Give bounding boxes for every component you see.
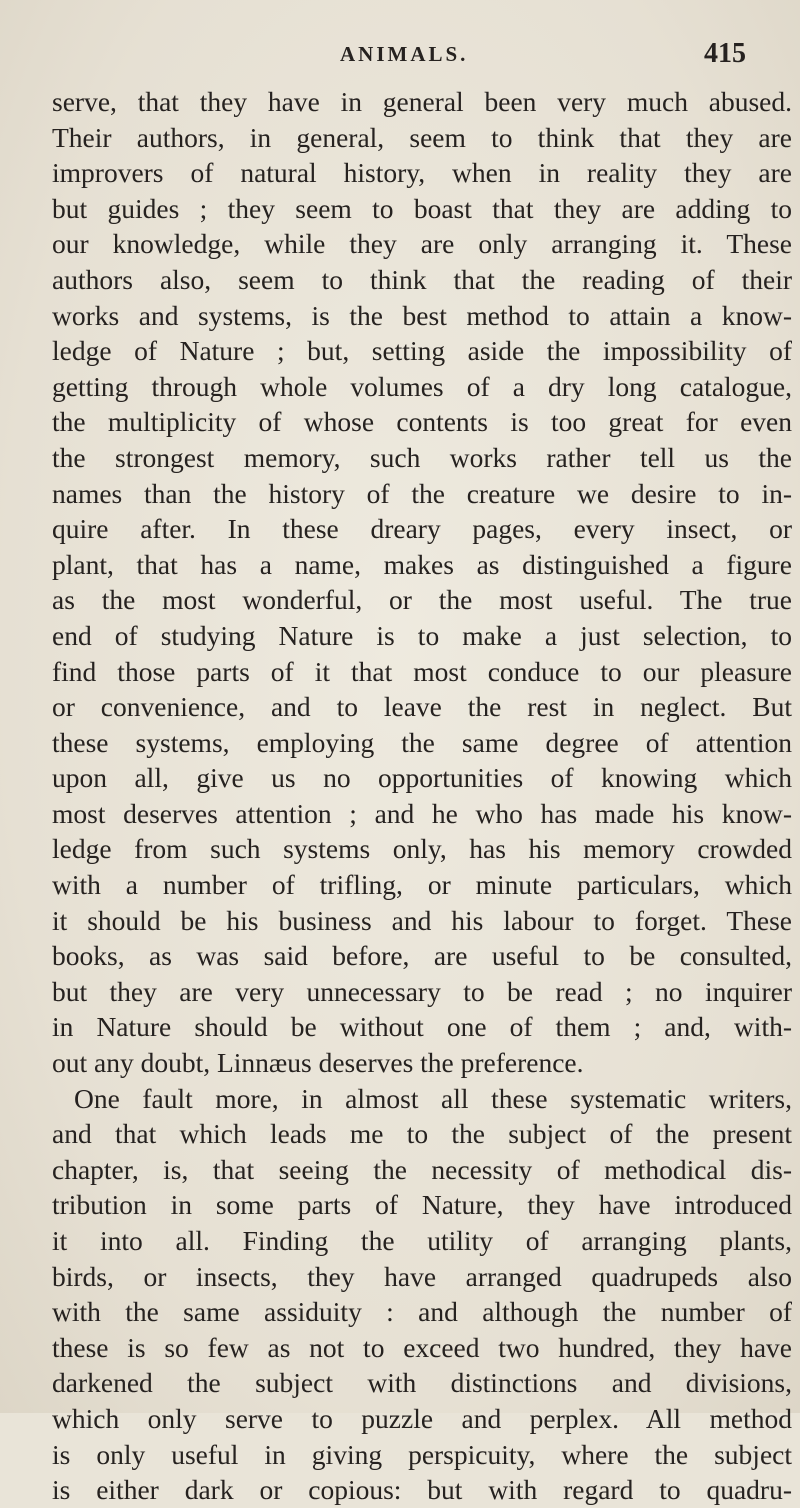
running-title: ANIMALS. <box>340 42 469 66</box>
text-line: with the same assiduity : and although the number of <box>52 1296 792 1328</box>
text-line: the multiplicity of whose contents is too great for even <box>52 406 792 438</box>
text-line: but they are very unnecessary to be read ; no inquirer <box>52 975 792 1007</box>
text-line: Their authors, in general, seem to think that they are <box>52 121 792 153</box>
text-line: plant, that has a name, makes as distinguished a figure <box>52 548 792 580</box>
text-line: and that which leads me to the subject of the present <box>52 1118 792 1150</box>
text-line: with a number of trifling, or minute particulars, which <box>52 869 792 901</box>
page-number: 415 <box>704 38 746 69</box>
text-line: books, as was said before, are useful to be consulted, <box>52 940 792 972</box>
text-line: end of studying Nature is to make a just selection, to <box>52 619 792 651</box>
text-line: upon all, give us no opportunities of knowing which <box>52 762 792 794</box>
text-line: ledge from such systems only, has his memory crowded <box>52 833 792 865</box>
text-line: is only useful in giving perspicuity, where the subject <box>52 1438 792 1470</box>
text-line: it should be his business and his labour to forget. These <box>52 904 792 936</box>
text-line: find those parts of it that most conduce to our pleasure <box>52 655 792 687</box>
text-line: out any doubt, Linnæus deserves the preference. <box>52 1047 584 1079</box>
text-line: birds, or insects, they have arranged quadrupeds also <box>52 1260 792 1292</box>
text-line: the strongest memory, such works rather tell us the <box>52 441 792 473</box>
text-line: but guides ; they seem to boast that they are adding to <box>52 192 792 224</box>
text-line: ledge of Nature ; but, setting aside the impossibility of <box>52 335 792 367</box>
text-line: improvers of natural history, when in reality they are <box>52 157 792 189</box>
text-line: serve, that they have in general been very much abused. <box>52 86 792 117</box>
text-line: getting through whole volumes of a dry long catalogue, <box>52 370 792 402</box>
text-line: One fault more, in almost all these systematic writers, <box>74 1082 792 1114</box>
text-line: chapter, is, that seeing the necessity of methodical dis- <box>52 1153 792 1185</box>
text-line: it into all. Finding the utility of arranging plants, <box>52 1225 792 1256</box>
text-line: in Nature should be without one of them ; and, with- <box>52 1011 792 1043</box>
text-line: these is so few as not to exceed two hundred, they have <box>52 1331 792 1363</box>
text-line: tribution in some parts of Nature, they have introduced <box>52 1189 792 1221</box>
text-line: works and systems, is the best method to attain a know- <box>52 299 792 331</box>
text-line: quire after. In these dreary pages, every insect, or <box>52 513 792 545</box>
text-line: names than the history of the creature we desire to in- <box>52 477 792 509</box>
body-text <box>52 84 792 1508</box>
text-line: these systems, employing the same degree of attention <box>52 726 792 758</box>
text-line: authors also, seem to think that the reading of their <box>52 263 792 295</box>
text-line: darkened the subject with distinctions and divisions, <box>52 1367 792 1399</box>
text-line: which only serve to puzzle and perplex. All method <box>52 1402 792 1434</box>
running-head <box>0 38 800 78</box>
text-line: as the most wonderful, or the most useful. The true <box>52 584 792 616</box>
text-line: our knowledge, while they are only arranging it. These <box>52 228 792 260</box>
text-line: most deserves attention ; and he who has made his know- <box>52 797 792 829</box>
text-line: or convenience, and to leave the rest in neglect. But <box>52 691 792 723</box>
text-line: is either dark or copious: but with regard to quadru- <box>52 1474 792 1506</box>
